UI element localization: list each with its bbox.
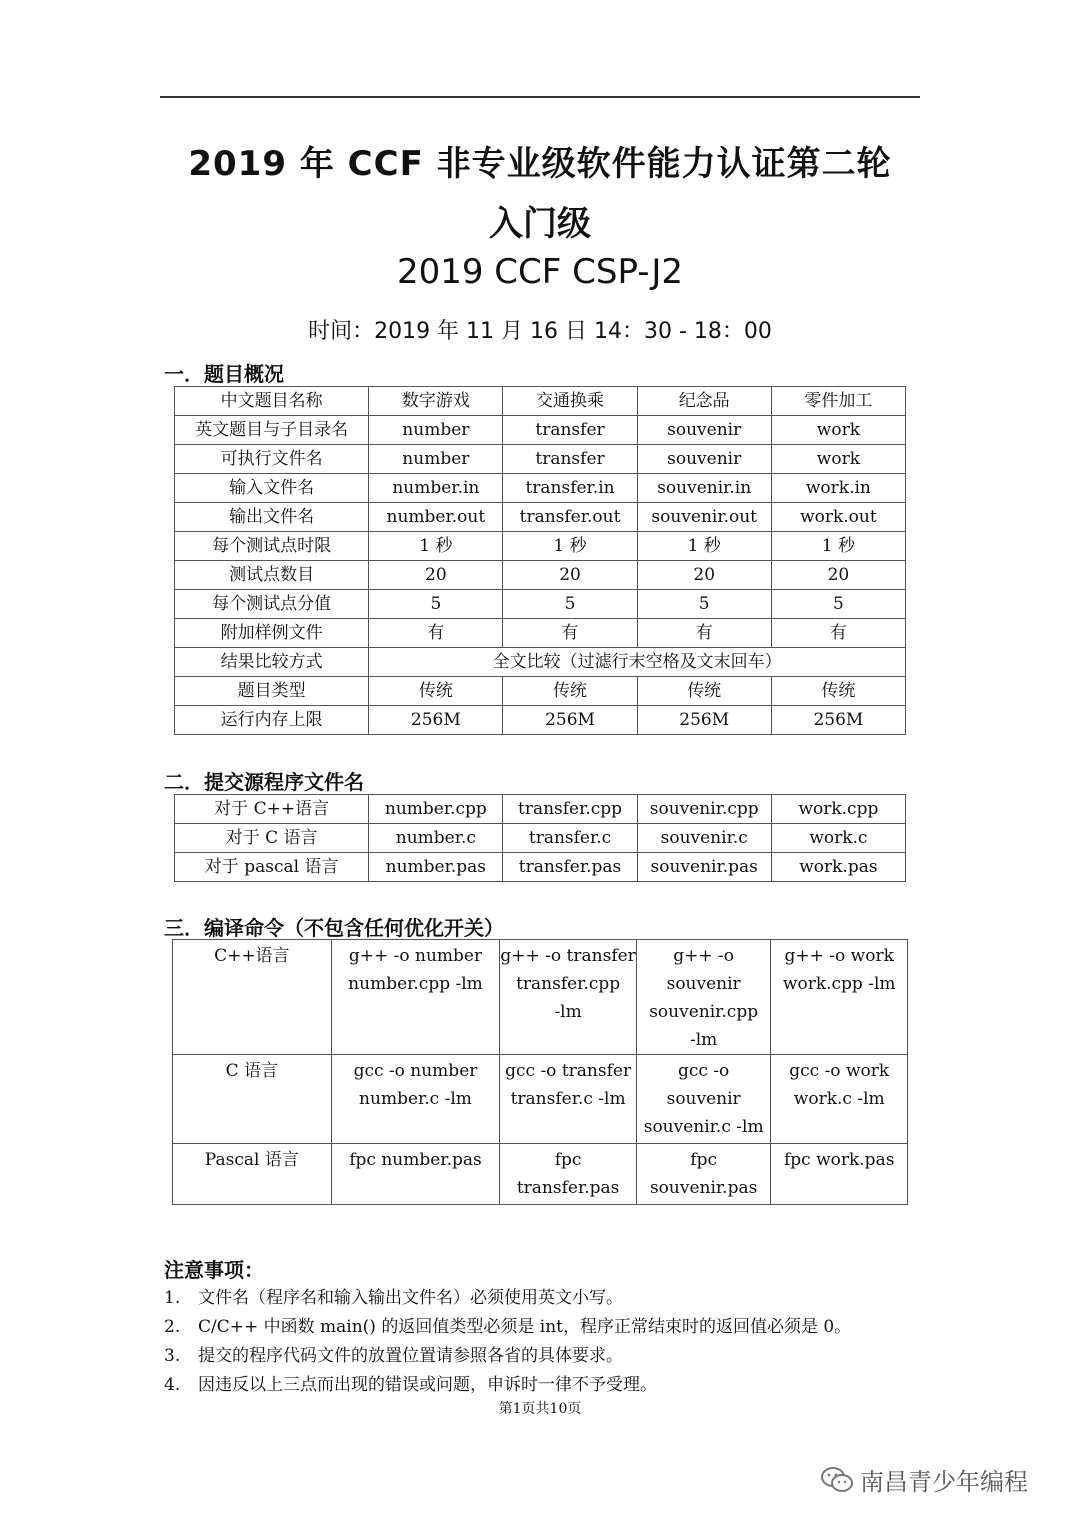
cell-line: souvenir — [666, 974, 741, 994]
cell-line: fpc number.pas — [349, 1150, 482, 1170]
table-cell: 20 — [369, 561, 503, 590]
table-row — [175, 648, 906, 677]
row-label: 英文题目与子目录名 — [175, 416, 369, 445]
row-label — [173, 1144, 332, 1205]
row-label: 输出文件名 — [175, 503, 369, 532]
table-cell: 256M — [637, 706, 771, 735]
row-label: 运行内存上限 — [175, 706, 369, 735]
row-label: 中文题目名称 — [175, 387, 369, 416]
note-text: 因违反以上三点而出现的错误或问题，申诉时一律不予受理。 — [198, 1375, 657, 1395]
table-cell: 5 — [637, 590, 771, 619]
table-cell: number.pas — [369, 853, 503, 882]
table-row — [175, 619, 906, 648]
note-number: 1. — [164, 1288, 181, 1308]
cell-line: g++ -o transfer — [500, 946, 636, 966]
table-cell: work — [771, 416, 905, 445]
table-row — [175, 706, 906, 735]
note-number: 2. — [164, 1317, 181, 1337]
table-cell — [331, 940, 500, 1055]
note-text: 文件名（程序名和输入输出文件名）必须使用英文小写。 — [198, 1288, 623, 1308]
row-label: 每个测试点时限 — [175, 532, 369, 561]
table-row — [175, 853, 906, 882]
table-cell: 256M — [503, 706, 637, 735]
table-cell: number.out — [369, 503, 503, 532]
cell-line: Pascal 语言 — [204, 1150, 299, 1170]
table-cell: souvenir.out — [637, 503, 771, 532]
source-file-table — [174, 794, 906, 882]
table-cell: work — [771, 445, 905, 474]
doc-subtitle: 入门级 — [489, 204, 591, 244]
row-label: 对于 C++语言 — [175, 795, 369, 824]
table-cell: 1 秒 — [637, 532, 771, 561]
table-cell — [500, 940, 637, 1055]
table-row — [173, 940, 908, 1055]
section3-heading: 三．编译命令（不包含任何优化开关） — [164, 916, 504, 940]
table-cell: number.cpp — [369, 795, 503, 824]
table-cell: 交通换乘 — [503, 387, 637, 416]
table-cell: number — [369, 445, 503, 474]
table-row — [173, 1144, 908, 1205]
note-number: 3. — [164, 1346, 181, 1366]
table-row — [175, 590, 906, 619]
cell-line: g++ -o number — [348, 946, 483, 966]
table-cell: work.pas — [771, 853, 905, 882]
row-label: 附加样例文件 — [175, 619, 369, 648]
table-cell — [771, 940, 908, 1055]
cell-line: fpc work.pas — [783, 1150, 895, 1170]
row-label: 题目类型 — [175, 677, 369, 706]
table-cell: 有 — [637, 619, 771, 648]
table-cell: transfer.c — [503, 824, 637, 853]
table-row — [175, 824, 906, 853]
row-label: 输入文件名 — [175, 474, 369, 503]
cell-line: work.cpp -lm — [782, 974, 896, 994]
table-row — [173, 1055, 908, 1144]
cell-line: souvenir — [666, 1089, 741, 1109]
table-row — [175, 532, 906, 561]
cell-line: transfer.cpp — [516, 974, 621, 994]
table-cell: 全文比较（过滤行末空格及文末回车） — [369, 648, 906, 677]
table-cell: 零件加工 — [771, 387, 905, 416]
table-cell: number — [369, 416, 503, 445]
table-cell — [771, 1144, 908, 1205]
row-label: 可执行文件名 — [175, 445, 369, 474]
row-label: 对于 C 语言 — [175, 824, 369, 853]
table-cell: work.in — [771, 474, 905, 503]
cell-line: transfer.c -lm — [510, 1089, 626, 1109]
table-cell: transfer.out — [503, 503, 637, 532]
table-cell: 1 秒 — [771, 532, 905, 561]
compile-command-table — [172, 939, 908, 1205]
table-cell: number.c — [369, 824, 503, 853]
note-text: C/C++ 中函数 main() 的返回值类型必须是 int，程序正常结束时的返回值必须是 0。 — [198, 1317, 852, 1337]
table-row — [175, 503, 906, 532]
table-cell — [500, 1055, 637, 1144]
table-cell: 256M — [771, 706, 905, 735]
list-item — [164, 1313, 924, 1342]
section1-heading: 一．题目概况 — [164, 362, 284, 386]
list-item — [164, 1284, 924, 1313]
table-cell: 有 — [771, 619, 905, 648]
table-row — [175, 561, 906, 590]
cell-line: number.cpp -lm — [348, 974, 483, 994]
table-cell: 20 — [637, 561, 771, 590]
page-number: 第1页共10页 — [498, 1401, 582, 1417]
table-cell: 有 — [369, 619, 503, 648]
table-cell: transfer.cpp — [503, 795, 637, 824]
cell-line: gcc -o work — [789, 1061, 890, 1081]
table-cell: 传统 — [637, 677, 771, 706]
table-cell: transfer.in — [503, 474, 637, 503]
list-item — [164, 1342, 924, 1371]
table-cell: 纪念品 — [637, 387, 771, 416]
table-cell: 20 — [503, 561, 637, 590]
row-label: 结果比较方式 — [175, 648, 369, 677]
brand-name: 南昌青少年编程 — [860, 1468, 1028, 1496]
wechat-icon — [820, 1466, 854, 1494]
table-cell — [331, 1144, 500, 1205]
notes-heading: 注意事项： — [164, 1258, 264, 1282]
cell-line: g++ -o work — [784, 946, 894, 966]
cell-line: gcc -o number — [353, 1061, 478, 1081]
table-cell: 1 秒 — [503, 532, 637, 561]
row-label: 测试点数目 — [175, 561, 369, 590]
table-cell — [636, 1055, 771, 1144]
table-cell: souvenir.c — [637, 824, 771, 853]
table-cell — [331, 1055, 500, 1144]
table-cell: 256M — [369, 706, 503, 735]
row-label: 对于 pascal 语言 — [175, 853, 369, 882]
table-cell — [636, 1144, 771, 1205]
top-rule — [160, 96, 920, 98]
table-cell: souvenir.pas — [637, 853, 771, 882]
table-cell: 传统 — [771, 677, 905, 706]
cell-line: -lm — [689, 1030, 718, 1050]
cell-line: souvenir.pas — [649, 1178, 758, 1198]
table-cell: 传统 — [503, 677, 637, 706]
table-cell — [500, 1144, 637, 1205]
cell-line: -lm — [554, 1002, 582, 1022]
table-cell — [636, 940, 771, 1055]
table-row — [175, 795, 906, 824]
cell-line: work.c -lm — [793, 1089, 885, 1109]
table-cell: 传统 — [369, 677, 503, 706]
table-cell: work.out — [771, 503, 905, 532]
doc-title: 2019 年 CCF 非专业级软件能力认证第二轮 — [188, 144, 892, 184]
note-number: 4. — [164, 1375, 181, 1395]
cell-line: gcc -o transfer — [505, 1061, 632, 1081]
section2-heading: 二．提交源程序文件名 — [164, 770, 364, 794]
cell-line: number.c -lm — [359, 1089, 472, 1109]
list-item — [164, 1371, 924, 1400]
cell-line: gcc -o — [677, 1061, 730, 1081]
table-row — [175, 416, 906, 445]
doc-code-title: 2019 CCF CSP-J2 — [396, 252, 684, 292]
table-cell: souvenir.cpp — [637, 795, 771, 824]
table-cell: transfer — [503, 416, 637, 445]
notes-list — [164, 1284, 924, 1400]
row-label — [173, 1055, 332, 1144]
table-cell — [771, 1055, 908, 1144]
table-cell: transfer.pas — [503, 853, 637, 882]
cell-line: transfer.pas — [516, 1178, 620, 1198]
table-row — [175, 474, 906, 503]
table-cell: transfer — [503, 445, 637, 474]
row-label — [173, 940, 332, 1055]
table-cell: 数字游戏 — [369, 387, 503, 416]
table-cell: souvenir.in — [637, 474, 771, 503]
exam-time: 时间：2019 年 11 月 16 日 14：30 - 18：00 — [308, 319, 772, 344]
table-cell: 5 — [503, 590, 637, 619]
cell-line: C 语言 — [225, 1061, 279, 1081]
cell-line: souvenir.cpp — [649, 1002, 759, 1022]
table-cell: 5 — [771, 590, 905, 619]
table-cell: 5 — [369, 590, 503, 619]
table-row — [175, 387, 906, 416]
table-cell: number.in — [369, 474, 503, 503]
table-row — [175, 445, 906, 474]
table-cell: work.cpp — [771, 795, 905, 824]
row-label: 每个测试点分值 — [175, 590, 369, 619]
brand-watermark — [820, 1462, 1028, 1497]
table-row — [175, 677, 906, 706]
cell-line: g++ -o — [673, 946, 735, 966]
note-text: 提交的程序代码文件的放置位置请参照各省的具体要求。 — [198, 1346, 623, 1366]
table-cell: 1 秒 — [369, 532, 503, 561]
cell-line: fpc — [554, 1150, 582, 1170]
cell-line: C++语言 — [214, 946, 290, 966]
table-cell: souvenir — [637, 416, 771, 445]
table-cell: 20 — [771, 561, 905, 590]
cell-line: fpc — [690, 1150, 717, 1170]
problem-overview-table — [174, 386, 906, 735]
cell-line: souvenir.c -lm — [643, 1117, 764, 1137]
table-cell: 有 — [503, 619, 637, 648]
table-cell: souvenir — [637, 445, 771, 474]
table-cell: work.c — [771, 824, 905, 853]
